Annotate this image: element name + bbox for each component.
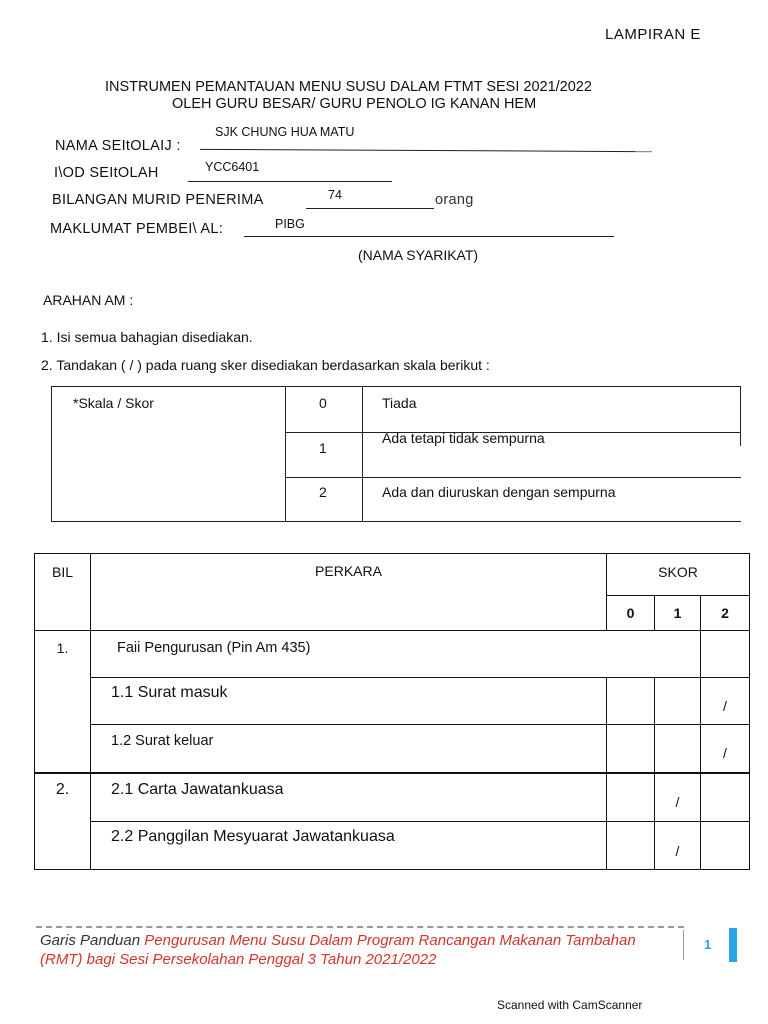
page-number: 1	[704, 937, 712, 952]
scale-border-bottom	[51, 521, 741, 522]
scale-desc: Ada dan diuruskan dengan sempurna	[382, 484, 616, 500]
skor-2-header: 2	[701, 596, 750, 631]
bilangan-murid-label: BILANGAN MURID PENERIMA	[52, 192, 264, 208]
row-skor-2[interactable]	[701, 822, 750, 870]
scale-table	[51, 386, 741, 522]
scale-score: 2	[319, 484, 327, 500]
document-title-line2: OLEH GURU BESAR/ GURU PENOLO IG KANAN HEM	[172, 96, 537, 112]
scale-score: 0	[319, 395, 327, 411]
col-bil-header: BIL	[35, 554, 91, 631]
row-bil: 2.	[35, 773, 91, 822]
scale-desc: Tiada	[382, 395, 417, 411]
row-skor-1[interactable]: /	[655, 773, 701, 822]
row-skor-1[interactable]	[655, 678, 701, 725]
nama-sekolah-underline	[200, 149, 652, 152]
scale-col-divider	[362, 386, 363, 522]
footer-line-2: (RMT) bagi Sesi Persekolahan Penggal 3 Tahun 2021/2022	[40, 951, 437, 968]
row-perkara: 2.2 Panggilan Mesyuarat Jawatankuasa	[91, 822, 607, 870]
row-skor-0[interactable]	[607, 725, 655, 773]
bilangan-murid-underline	[306, 208, 434, 209]
row-skor-0[interactable]	[607, 678, 655, 725]
nama-sekolah-label: NAMA SEItOLAIJ :	[55, 138, 181, 154]
footer-guideline-prefix: Garis Panduan	[40, 932, 141, 949]
row-bil	[35, 822, 91, 870]
arahan-heading: ARAHAN AM :	[43, 292, 134, 308]
row-skor-0[interactable]	[607, 773, 655, 822]
row-perkara: 1.1 Surat masuk	[91, 678, 607, 725]
document-title-line1: INSTRUMEN PEMANTAUAN MENU SUSU DALAM FTMT SESI 2021/2022	[105, 79, 592, 95]
row-skor-0[interactable]	[607, 822, 655, 870]
row-skor-cell	[701, 631, 750, 678]
kod-sekolah-label: I\OD SEItOLAH	[54, 165, 159, 181]
kod-sekolah-underline	[188, 181, 392, 182]
scale-desc: Ada tetapi tidak sempurna	[382, 430, 545, 446]
footer-separator	[683, 930, 684, 960]
pemantauan-table	[34, 553, 750, 870]
lampiran-label: LAMPIRAN E	[605, 26, 701, 43]
row-perkara: 2.1 Carta Jawatankuasa	[91, 773, 607, 822]
row-perkara: Faii Pengurusan (Pin Am 435)	[91, 631, 701, 678]
arahan-item-2: 2. Tandakan ( / ) pada ruang sker disediakan berdasarkan skala berikut :	[41, 357, 490, 373]
scale-border-right	[740, 386, 741, 446]
row-bil	[35, 725, 91, 773]
scale-border-left	[51, 386, 52, 522]
nama-syarikat-note: (NAMA SYARIKAT)	[358, 247, 479, 263]
skor-0-header: 0	[607, 596, 655, 631]
page-marker-bar	[729, 928, 737, 962]
maklumat-pembekal-underline	[244, 236, 614, 237]
bilangan-murid-value: 74	[328, 188, 342, 202]
scale-col-divider	[285, 386, 286, 522]
row-skor-1[interactable]: /	[655, 822, 701, 870]
row-skor-1[interactable]	[655, 725, 701, 773]
skor-1-header: 1	[655, 596, 701, 631]
row-skor-2[interactable]: /	[701, 725, 750, 773]
footer-guideline-title: Pengurusan Menu Susu Dalam Program Rancangan Makanan Tambahan	[144, 932, 636, 949]
nama-sekolah-value: SJK CHUNG HUA MATU	[215, 125, 355, 139]
arahan-item-1: 1. Isi semua bahagian disediakan.	[41, 329, 253, 345]
footer-guideline	[36, 926, 684, 974]
camscanner-watermark: Scanned with CamScanner	[497, 998, 643, 1012]
scale-label: *Skala / Skor	[73, 395, 154, 411]
footer-divider	[36, 926, 684, 928]
col-perkara-header: PERKARA	[91, 554, 607, 631]
row-skor-2[interactable]	[701, 773, 750, 822]
row-bil	[35, 678, 91, 725]
scale-row-divider	[285, 477, 741, 478]
maklumat-pembekal-label: MAKLUMAT PEMBEI\ AL:	[50, 221, 224, 237]
row-skor-2[interactable]: /	[701, 678, 750, 725]
col-skor-header: SKOR	[607, 554, 750, 596]
scale-border-top	[51, 386, 741, 387]
row-perkara: 1.2 Surat keluar	[91, 725, 607, 773]
kod-sekolah-value: YCC6401	[205, 160, 260, 174]
bilangan-unit: orang	[435, 192, 474, 208]
row-bil: 1.	[35, 631, 91, 678]
footer-line-1	[40, 932, 636, 949]
maklumat-pembekal-value: PIBG	[275, 217, 305, 231]
scale-score: 1	[319, 440, 327, 456]
